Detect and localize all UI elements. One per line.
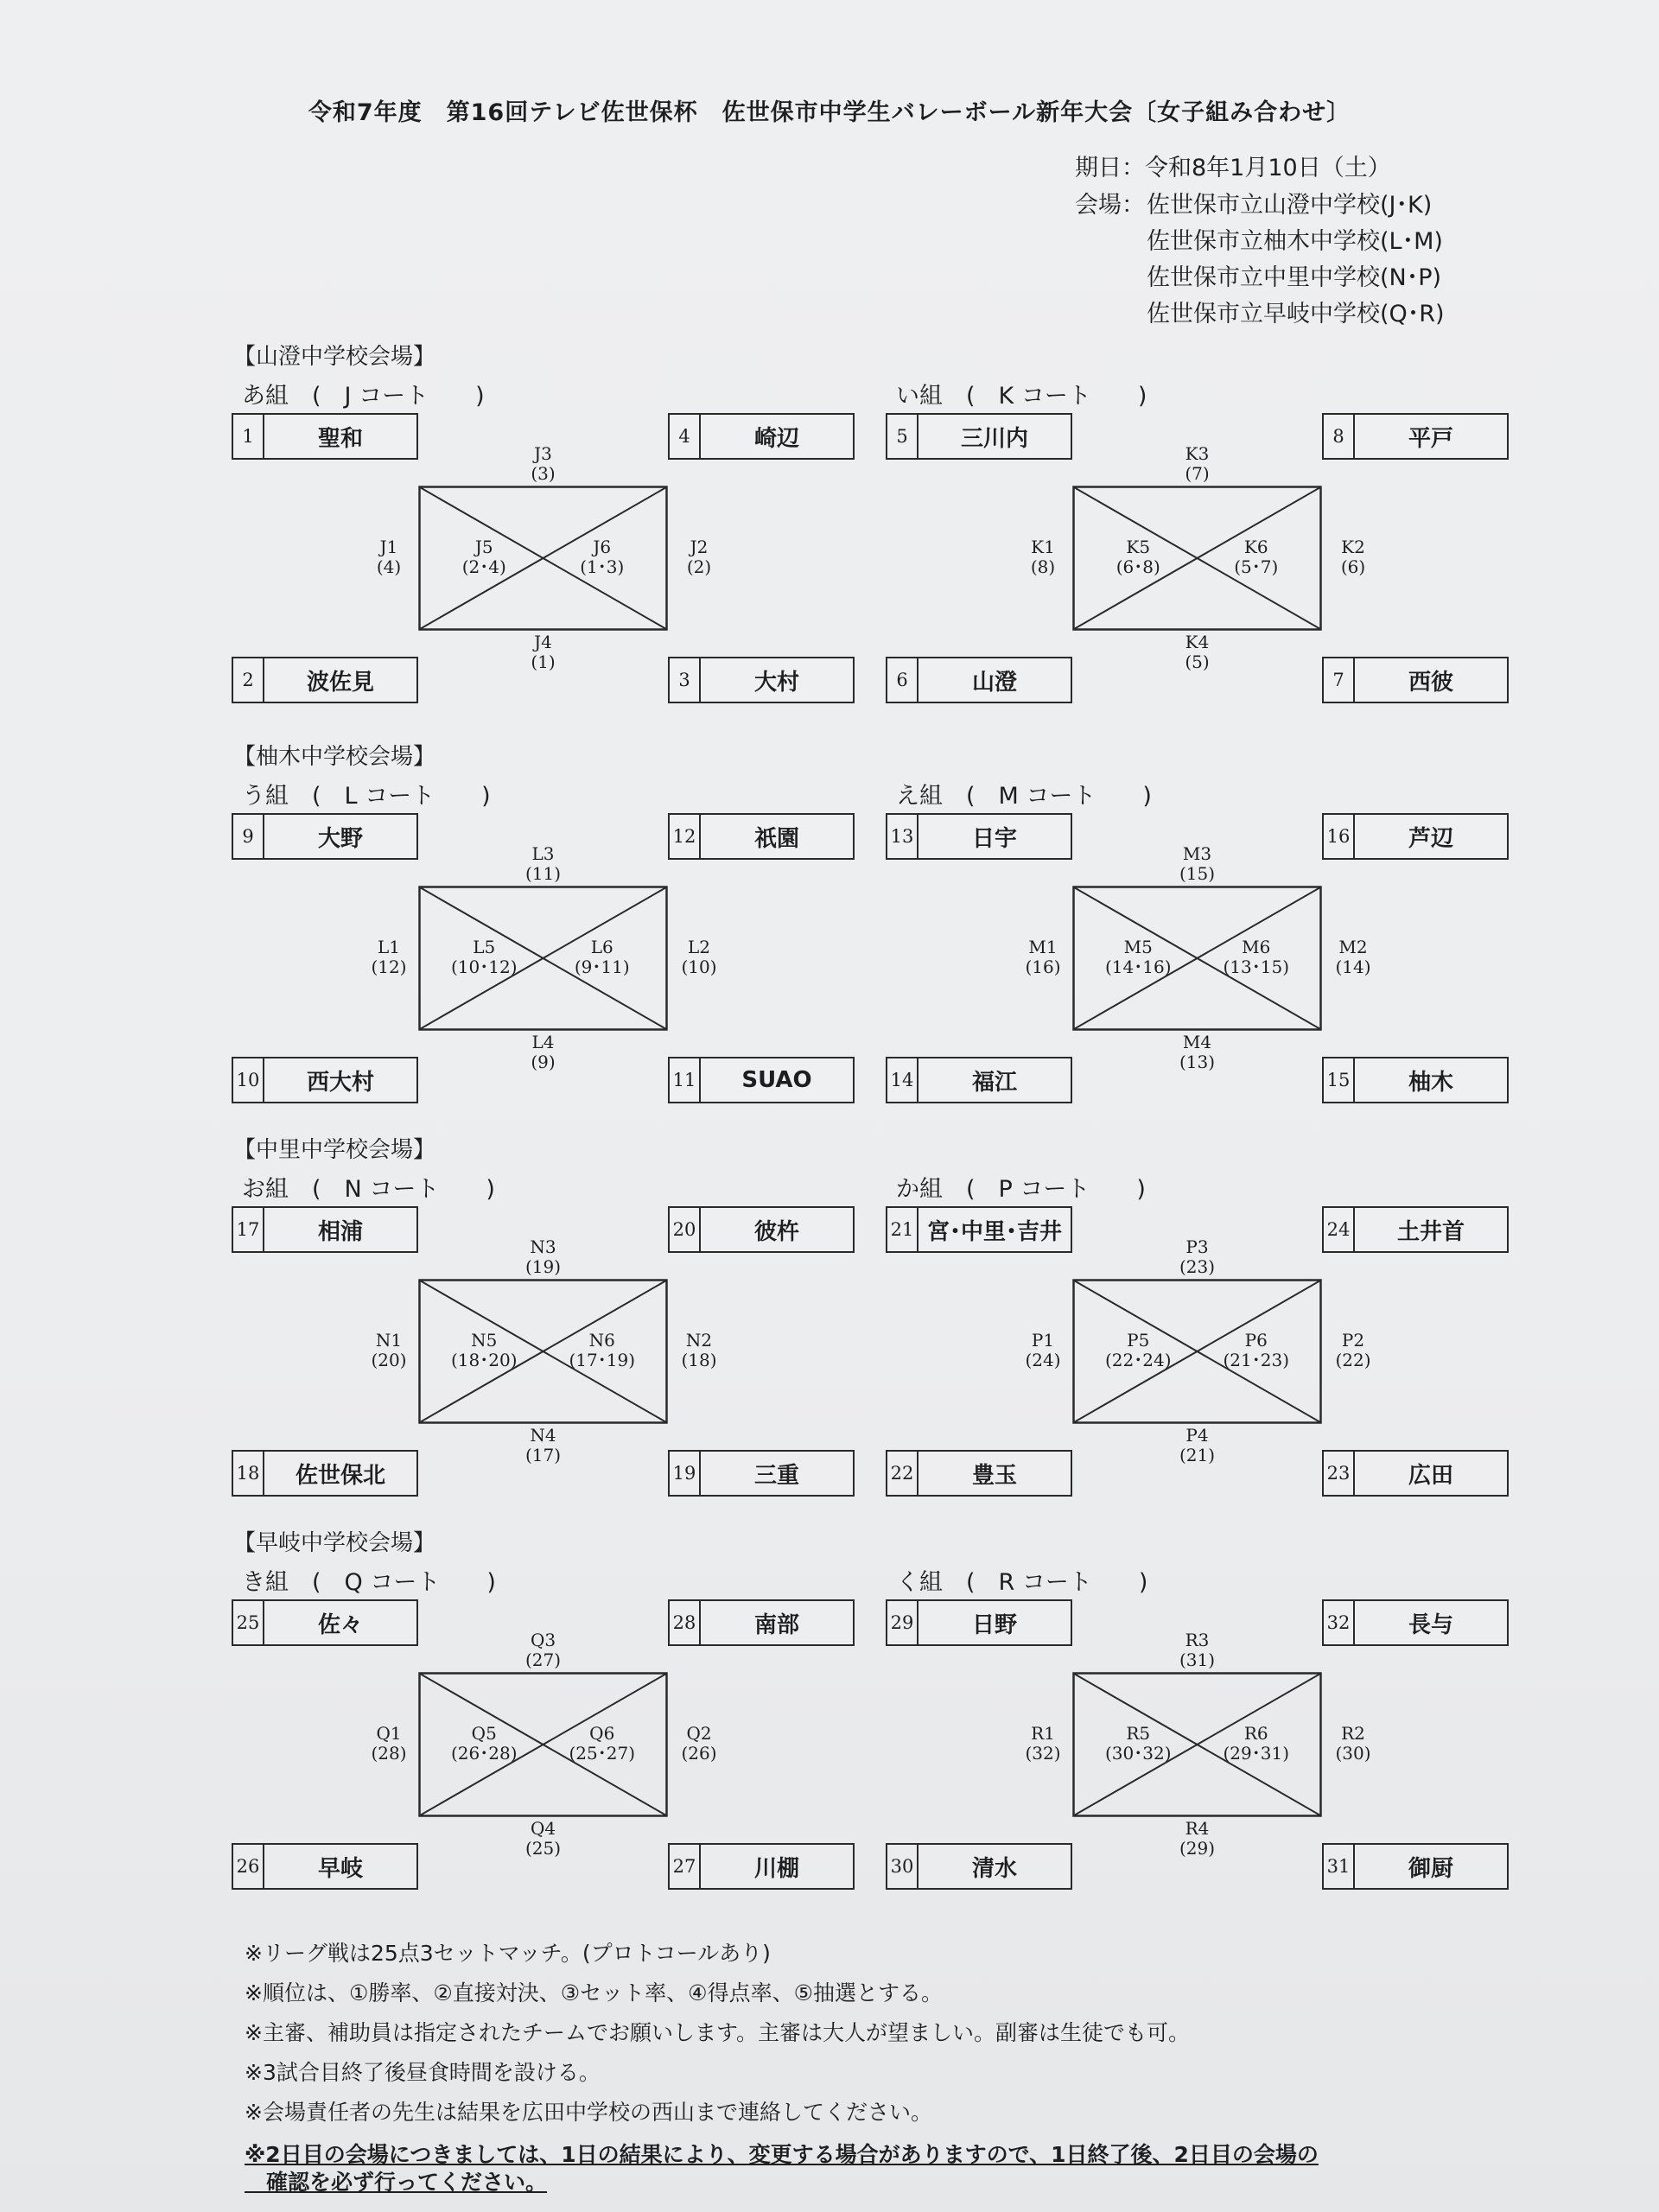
team-name: 祇園 xyxy=(753,825,799,852)
match-code: R1 xyxy=(1031,1723,1055,1744)
venue-line: 佐世保市立中里中学校(N･P) xyxy=(1147,264,1442,291)
team-box xyxy=(886,1206,1072,1253)
match-code: K1 xyxy=(1031,537,1055,557)
team-number: 2 xyxy=(233,658,264,702)
venue-heading: 【中里中学校会場】 xyxy=(233,1137,436,1163)
match-label xyxy=(377,537,401,577)
match-order: (3) xyxy=(531,463,556,484)
team-box xyxy=(668,1057,855,1103)
group-heading: い組 ( K コート ) xyxy=(896,383,1147,410)
match-order: (26･28) xyxy=(450,1743,518,1764)
match-label xyxy=(1031,537,1055,577)
team-number: 3 xyxy=(670,658,701,702)
match-code: L3 xyxy=(531,843,555,864)
match-label xyxy=(1025,1724,1060,1764)
match-label xyxy=(1025,938,1060,977)
team-number: 32 xyxy=(1324,1601,1355,1644)
team-name: 波佐見 xyxy=(306,669,374,696)
team-number: 6 xyxy=(887,658,918,702)
match-code: P5 xyxy=(1127,1330,1150,1351)
match-label xyxy=(1025,1331,1060,1370)
team-name: SUAO xyxy=(741,1067,812,1093)
match-label xyxy=(451,938,518,977)
match-order: (21) xyxy=(1179,1445,1216,1465)
match-order: (20) xyxy=(371,1350,407,1370)
team-number: 24 xyxy=(1324,1208,1355,1251)
match-label xyxy=(1105,1724,1172,1764)
match-code: P1 xyxy=(1031,1330,1055,1351)
match-order: (32) xyxy=(1025,1743,1061,1764)
match-code: L1 xyxy=(377,937,400,957)
group-heading: あ組 ( J コート ) xyxy=(242,383,485,410)
venue-label: 会場： xyxy=(1075,192,1145,219)
match-label xyxy=(575,938,630,977)
team-number: 16 xyxy=(1324,815,1355,858)
match-label xyxy=(525,1819,561,1859)
team-box xyxy=(232,1206,418,1253)
match-order: (11) xyxy=(524,863,562,884)
match-code: N6 xyxy=(588,1330,615,1351)
team-name: 佐々 xyxy=(317,1611,363,1638)
team-box xyxy=(886,413,1072,460)
team-name: 山澄 xyxy=(971,669,1017,696)
team-box xyxy=(1322,813,1509,860)
match-order: (17) xyxy=(524,1445,562,1465)
team-number: 23 xyxy=(1324,1452,1355,1495)
team-name: 平戸 xyxy=(1408,425,1453,452)
match-code: R2 xyxy=(1341,1723,1365,1744)
team-name: 崎辺 xyxy=(753,425,799,452)
team-box xyxy=(886,1057,1072,1103)
match-code: P2 xyxy=(1341,1330,1365,1351)
team-name: 三重 xyxy=(753,1462,799,1489)
team-number: 4 xyxy=(670,415,701,458)
match-order: (25) xyxy=(524,1838,562,1859)
team-box xyxy=(232,413,418,460)
team-box xyxy=(886,657,1072,703)
match-label xyxy=(1223,1724,1289,1764)
match-label xyxy=(1185,632,1209,672)
match-order: (24) xyxy=(1025,1350,1061,1370)
team-box xyxy=(232,1057,418,1103)
team-name: 長与 xyxy=(1408,1611,1453,1638)
team-name: 芦辺 xyxy=(1408,825,1453,852)
match-order: (17･19) xyxy=(569,1350,636,1370)
venue-heading: 【山澄中学校会場】 xyxy=(233,344,436,370)
note-line: ※主審、補助員は指定されたチームでお願いします。主審は大人が望ましい。副審は生徒でも可。 xyxy=(245,2020,1190,2045)
match-code: Q6 xyxy=(589,1723,615,1744)
match-code: M1 xyxy=(1028,937,1058,957)
team-number: 1 xyxy=(233,415,264,458)
team-number: 25 xyxy=(233,1601,264,1644)
match-order: (2) xyxy=(686,556,712,577)
team-box xyxy=(886,1843,1072,1890)
match-order: (12) xyxy=(371,957,407,977)
court-diagram xyxy=(418,486,668,631)
match-order: (2･4) xyxy=(461,556,506,577)
team-name: 宮･中里･吉井 xyxy=(926,1218,1062,1245)
match-code: P3 xyxy=(1185,1236,1209,1257)
team-number: 28 xyxy=(670,1601,701,1644)
team-name: 三川内 xyxy=(960,425,1028,452)
match-order: (30) xyxy=(1335,1743,1371,1764)
match-label xyxy=(531,444,555,484)
match-code: J4 xyxy=(534,632,552,652)
match-code: Q2 xyxy=(686,1723,712,1744)
match-order: (13) xyxy=(1179,1052,1216,1072)
match-code: L5 xyxy=(473,937,496,957)
match-label xyxy=(1234,537,1278,577)
team-box xyxy=(668,1843,855,1890)
team-box xyxy=(886,813,1072,860)
match-code: N5 xyxy=(471,1330,498,1351)
venue-heading: 【早岐中学校会場】 xyxy=(233,1530,436,1556)
team-box xyxy=(668,1206,855,1253)
match-code: K4 xyxy=(1185,632,1210,652)
match-label xyxy=(687,537,711,577)
team-name: 西大村 xyxy=(306,1069,374,1096)
team-name: 日野 xyxy=(971,1611,1017,1638)
match-code: N1 xyxy=(375,1330,403,1351)
match-order: (18) xyxy=(681,1350,717,1370)
venue-line: 佐世保市立柚木中学校(L･M) xyxy=(1147,228,1443,255)
note-line: ※会場責任者の先生は結果を広田中学校の西山まで連絡してください。 xyxy=(245,2100,932,2125)
match-code: Q3 xyxy=(530,1630,556,1650)
team-number: 15 xyxy=(1324,1058,1355,1102)
team-name: 広田 xyxy=(1408,1462,1453,1489)
team-number: 31 xyxy=(1324,1845,1355,1888)
match-code: K6 xyxy=(1243,537,1268,557)
match-order: (22) xyxy=(1335,1350,1371,1370)
match-label xyxy=(1179,1819,1215,1859)
match-label xyxy=(1341,537,1365,577)
match-order: (13･15) xyxy=(1223,957,1290,977)
group-heading: き組 ( Q コート ) xyxy=(242,1569,496,1596)
notes-block xyxy=(245,1934,1319,2196)
match-label xyxy=(681,938,716,977)
match-label xyxy=(1179,1630,1215,1670)
match-order: (18･20) xyxy=(450,1350,518,1370)
team-name: 柚木 xyxy=(1408,1069,1453,1096)
match-order: (15) xyxy=(1179,863,1216,884)
match-code: L4 xyxy=(531,1032,555,1052)
match-label xyxy=(1223,938,1289,977)
match-order: (4) xyxy=(376,556,402,577)
team-box xyxy=(1322,1450,1509,1497)
match-order: (16) xyxy=(1025,957,1061,977)
team-name: 聖和 xyxy=(317,425,363,452)
match-label xyxy=(1116,537,1160,577)
match-code: J5 xyxy=(474,537,493,557)
match-order: (27) xyxy=(524,1649,562,1670)
match-order: (10) xyxy=(681,957,717,977)
team-box xyxy=(668,413,855,460)
match-label xyxy=(371,1724,406,1764)
match-label xyxy=(1335,938,1370,977)
match-code: K5 xyxy=(1126,537,1151,557)
match-order: (22･24) xyxy=(1104,1350,1172,1370)
team-name: 日宇 xyxy=(971,825,1017,852)
match-label xyxy=(531,1033,555,1072)
team-number: 30 xyxy=(887,1845,918,1888)
match-label xyxy=(681,1724,716,1764)
match-label xyxy=(525,844,561,884)
match-code: M4 xyxy=(1182,1032,1212,1052)
team-number: 27 xyxy=(670,1845,701,1888)
match-label xyxy=(1335,1724,1370,1764)
venue-line: 佐世保市立早岐中学校(Q･R) xyxy=(1147,301,1445,327)
match-order: (23) xyxy=(1179,1256,1216,1277)
match-label xyxy=(371,1331,406,1370)
match-label xyxy=(1335,1331,1370,1370)
team-number: 9 xyxy=(233,815,264,858)
court-diagram xyxy=(1072,486,1322,631)
team-name: 南部 xyxy=(753,1611,799,1638)
note-line: ※順位は、①勝率、②直接対決、③セット率、④得点率、⑤抽選とする。 xyxy=(245,1980,944,2005)
match-code: R6 xyxy=(1243,1723,1268,1744)
match-code: L6 xyxy=(590,937,613,957)
match-label xyxy=(1179,844,1215,884)
match-label xyxy=(1105,1331,1172,1370)
match-order: (28) xyxy=(371,1743,407,1764)
team-box xyxy=(1322,1843,1509,1890)
document-title: 令和7年度 第16回テレビ佐世保杯 佐世保市中学生バレーボール新年大会〔女子組み合わせ〕 xyxy=(308,99,1351,126)
match-code: M6 xyxy=(1242,937,1271,957)
team-number: 10 xyxy=(233,1058,264,1102)
match-order: (29･31) xyxy=(1223,1743,1290,1764)
match-order: (5) xyxy=(1185,652,1210,672)
team-box xyxy=(232,657,418,703)
team-number: 8 xyxy=(1324,415,1355,458)
match-code: P6 xyxy=(1244,1330,1268,1351)
match-label xyxy=(1185,444,1209,484)
match-label xyxy=(451,1724,518,1764)
team-number: 17 xyxy=(233,1208,264,1251)
team-name: 早岐 xyxy=(317,1855,363,1882)
match-order: (26) xyxy=(681,1743,717,1764)
match-order: (9) xyxy=(531,1052,556,1072)
team-name: 土井首 xyxy=(1396,1218,1465,1245)
court-lines xyxy=(418,486,668,631)
team-box xyxy=(668,657,855,703)
match-order: (30･32) xyxy=(1104,1743,1172,1764)
match-label xyxy=(371,938,406,977)
team-number: 5 xyxy=(887,415,918,458)
team-name: 佐世保北 xyxy=(295,1462,385,1489)
match-label xyxy=(451,1331,518,1370)
group-heading: え組 ( M コート ) xyxy=(896,783,1152,810)
venue-heading: 【柚木中学校会場】 xyxy=(233,744,436,770)
match-code: L2 xyxy=(687,937,710,957)
match-label xyxy=(569,1724,635,1764)
match-order: (8) xyxy=(1030,556,1056,577)
team-name: 西彼 xyxy=(1408,669,1453,696)
match-label xyxy=(1223,1331,1289,1370)
team-box xyxy=(1322,1599,1509,1646)
team-name: 彼杵 xyxy=(753,1218,799,1245)
group-heading: く組 ( R コート ) xyxy=(896,1569,1148,1596)
team-number: 13 xyxy=(887,815,918,858)
match-order: (6) xyxy=(1340,556,1366,577)
team-name: 清水 xyxy=(971,1855,1017,1882)
match-label xyxy=(569,1331,635,1370)
match-order: (1) xyxy=(531,652,556,672)
team-box xyxy=(668,813,855,860)
match-label xyxy=(531,632,555,672)
match-code: M5 xyxy=(1123,937,1153,957)
team-box xyxy=(232,1599,418,1646)
match-label xyxy=(1179,1033,1215,1072)
match-label xyxy=(1105,938,1172,977)
match-order: (9･11) xyxy=(574,957,630,977)
team-number: 29 xyxy=(887,1601,918,1644)
match-code: M2 xyxy=(1338,937,1368,957)
match-label xyxy=(525,1426,561,1465)
team-box xyxy=(232,1450,418,1497)
venue-line: 佐世保市立山澄中学校(J･K) xyxy=(1147,192,1433,219)
group-heading: か組 ( P コート ) xyxy=(896,1176,1146,1203)
team-name: 大野 xyxy=(317,825,363,852)
team-number: 22 xyxy=(887,1452,918,1495)
match-label xyxy=(525,1237,561,1277)
team-number: 12 xyxy=(670,815,701,858)
match-code: Q5 xyxy=(471,1723,497,1744)
match-code: K3 xyxy=(1185,443,1210,464)
team-number: 19 xyxy=(670,1452,701,1495)
match-code: R5 xyxy=(1126,1723,1151,1744)
team-number: 21 xyxy=(887,1208,918,1251)
event-date: 期日：令和8年1月10日（土） xyxy=(1075,155,1391,181)
team-name: 福江 xyxy=(971,1069,1017,1096)
team-number: 26 xyxy=(233,1845,264,1888)
match-code: J2 xyxy=(690,537,709,557)
note-line: ※3試合目終了後昼食時間を設ける。 xyxy=(245,2060,601,2085)
team-box xyxy=(232,1843,418,1890)
match-order: (25･27) xyxy=(569,1743,636,1764)
note-emphasis: 確認を必ず行ってください。 xyxy=(245,2170,548,2195)
match-label xyxy=(1179,1237,1215,1277)
team-name: 大村 xyxy=(753,669,799,696)
match-code: K2 xyxy=(1341,537,1365,557)
team-box xyxy=(1322,413,1509,460)
match-order: (14･16) xyxy=(1104,957,1172,977)
team-number: 7 xyxy=(1324,658,1355,702)
court-lines xyxy=(1072,486,1322,631)
team-box xyxy=(232,813,418,860)
team-number: 14 xyxy=(887,1058,918,1102)
team-name: 豊玉 xyxy=(971,1462,1017,1489)
team-name: 御厨 xyxy=(1408,1855,1453,1882)
match-order: (5･7) xyxy=(1234,556,1279,577)
team-number: 18 xyxy=(233,1452,264,1495)
group-heading: う組 ( L コート ) xyxy=(242,783,491,810)
match-code: R3 xyxy=(1185,1630,1210,1650)
match-label xyxy=(681,1331,716,1370)
match-order: (31) xyxy=(1179,1649,1216,1670)
match-label xyxy=(1179,1426,1215,1465)
match-label xyxy=(580,537,624,577)
match-order: (7) xyxy=(1185,463,1210,484)
match-order: (14) xyxy=(1335,957,1371,977)
note-emphasis: ※2日目の会場につきましては、1日の結果により、変更する場合がありますので、1日終了後、2日目の会場の xyxy=(245,2142,1319,2167)
team-box xyxy=(1322,657,1509,703)
group-heading: お組 ( N コート ) xyxy=(242,1176,495,1203)
team-name: 相浦 xyxy=(317,1218,363,1245)
match-code: Q1 xyxy=(376,1723,402,1744)
match-order: (21･23) xyxy=(1223,1350,1290,1370)
match-code: N4 xyxy=(530,1425,556,1446)
match-label xyxy=(462,537,506,577)
team-number: 20 xyxy=(670,1208,701,1251)
team-box xyxy=(1322,1206,1509,1253)
match-order: (1･3) xyxy=(580,556,625,577)
match-order: (29) xyxy=(1179,1838,1216,1859)
team-number: 11 xyxy=(670,1058,701,1102)
team-name: 川棚 xyxy=(753,1855,799,1882)
match-code: M3 xyxy=(1182,843,1212,864)
match-code: J6 xyxy=(593,537,612,557)
match-code: Q4 xyxy=(530,1818,556,1839)
match-order: (6･8) xyxy=(1116,556,1160,577)
match-code: J1 xyxy=(379,537,398,557)
team-box xyxy=(886,1599,1072,1646)
match-label xyxy=(525,1630,561,1670)
team-box xyxy=(1322,1057,1509,1103)
team-box xyxy=(668,1450,855,1497)
note-line: ※リーグ戦は25点3セットマッチ。(プロトコールあり) xyxy=(245,1941,771,1966)
match-code: N3 xyxy=(530,1236,556,1257)
match-order: (10･12) xyxy=(450,957,518,977)
match-code: P4 xyxy=(1185,1425,1209,1446)
team-box xyxy=(886,1450,1072,1497)
match-code: J3 xyxy=(534,443,552,464)
team-box xyxy=(668,1599,855,1646)
match-order: (19) xyxy=(524,1256,562,1277)
match-code: N2 xyxy=(685,1330,713,1351)
match-code: R4 xyxy=(1185,1818,1210,1839)
